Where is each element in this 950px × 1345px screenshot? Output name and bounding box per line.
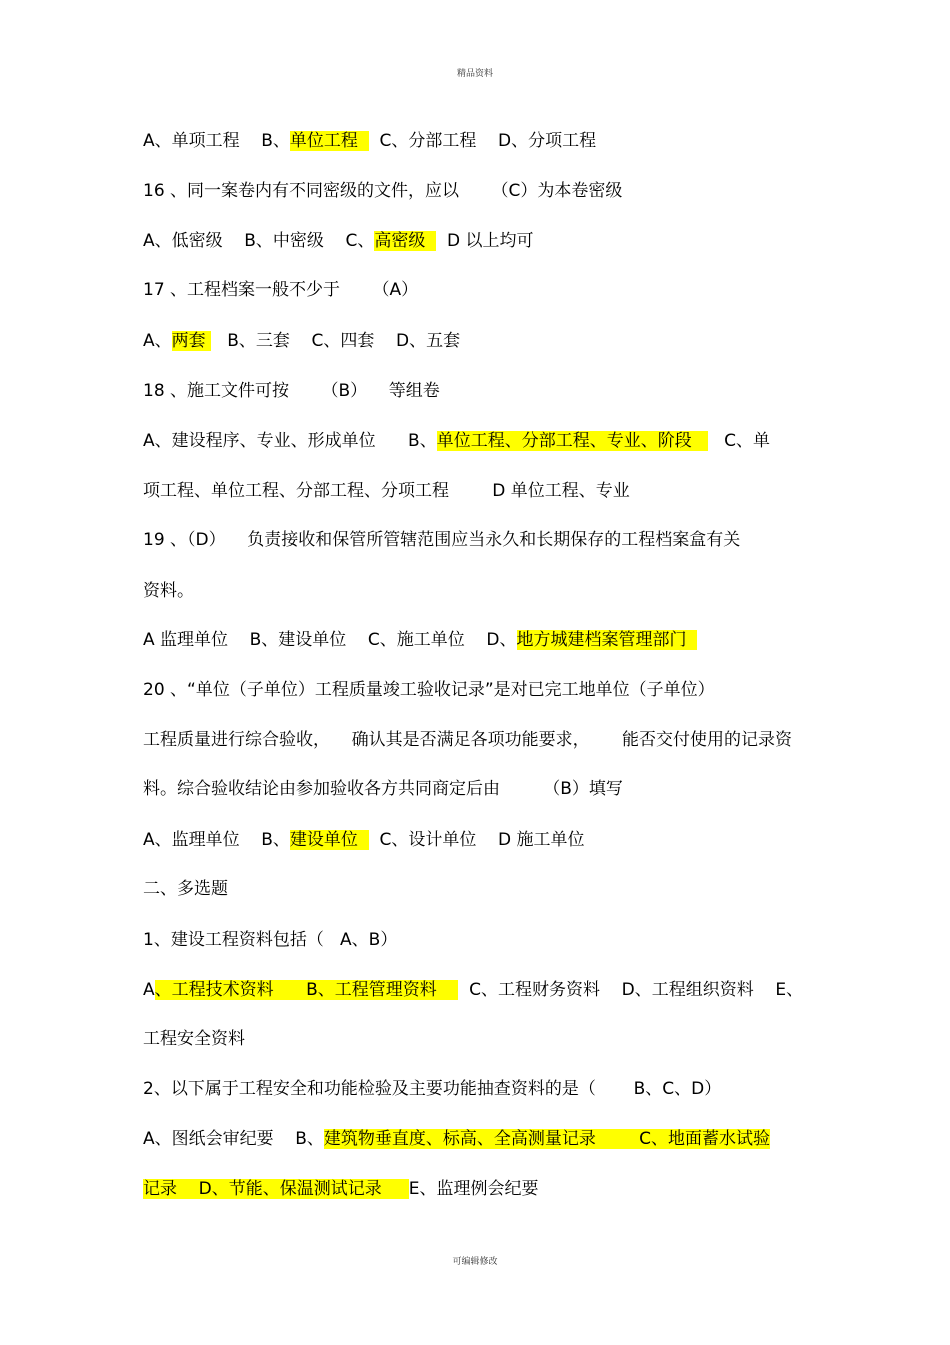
text-segment: C、设计单位 D 施工单位 (368, 830, 585, 850)
text-segment: C、工程财务资料 D、工程组织资料 E、 (458, 980, 804, 1000)
highlighted-answer: 地方城建档案管理部门 (516, 630, 698, 650)
page-header: 精品资料 (456, 69, 493, 79)
text-segment: 资料。 (143, 581, 194, 601)
text-segment: 工程安全资料 (143, 1029, 245, 1049)
text-segment: A 监理单位 B、建设单位 C、施工单位 D、 (143, 630, 517, 650)
text-line (143, 128, 823, 154)
text-line (143, 228, 823, 254)
text-segment: A、监理单位 B、 (143, 830, 290, 850)
text-line (143, 727, 823, 753)
text-segment: E、监理例会纪要 (408, 1179, 539, 1199)
highlighted-answer: 两套 (171, 331, 212, 351)
text-segment: 17 、工程档案一般不少于 （A） (143, 280, 419, 300)
text-segment: 20 、“单位（子单位）工程质量竣工验收记录”是对已完工地单位（子单位） (143, 680, 715, 700)
text-line (143, 1126, 823, 1152)
text-segment: 工程质量进行综合验收， 确认其是否满足各项功能要求， 能否交付使用的记录资 (143, 730, 793, 750)
text-line (143, 1076, 823, 1102)
text-line (143, 627, 823, 653)
text-line (143, 378, 823, 404)
text-line (143, 527, 823, 553)
text-segment: 19 、（D） 负责接收和保管所管辖范围应当永久和长期保存的工程档案盒有关 (143, 530, 741, 550)
text-line (143, 876, 823, 902)
text-line (143, 776, 823, 802)
text-segment: A、低密级 B、中密级 C、 (143, 231, 375, 251)
page-footer: 可编辑修改 (452, 1257, 498, 1267)
text-segment: 二、多选题 (143, 879, 228, 899)
text-line (143, 478, 823, 504)
text-segment: A、建设程序、专业、形成单位 B、 (143, 431, 437, 451)
text-segment: 18 、施工文件可按 （B） 等组卷 (143, 381, 440, 401)
text-segment: A (143, 980, 155, 1000)
text-segment: 项工程、单位工程、分部工程、分项工程 D 单位工程、专业 (143, 481, 630, 501)
highlighted-answer: 高密级 (374, 231, 437, 251)
text-segment: A、图纸会审纪要 B、 (143, 1129, 324, 1149)
text-segment: C、分部工程 D、分项工程 (368, 131, 597, 151)
text-segment: A、 (143, 331, 172, 351)
text-line (143, 927, 823, 953)
text-line (143, 977, 823, 1003)
text-line (143, 277, 823, 303)
text-line (143, 827, 823, 853)
text-segment: A、单项工程 B、 (143, 131, 290, 151)
text-line (143, 677, 823, 703)
text-segment: B、三套 C、四套 D、五套 (211, 331, 461, 351)
text-line (143, 1176, 823, 1202)
text-segment: 1、建设工程资料包括（ A、B） (143, 930, 398, 950)
highlighted-answer: 单位工程、分部工程、专业、阶段 (436, 431, 708, 451)
highlighted-answer: 建筑物垂直度、标高、全高测量记录 C、地面蓄水试验 (323, 1129, 771, 1149)
highlighted-answer: 建设单位 (289, 830, 369, 850)
text-segment: 2、以下属于工程安全和功能检验及主要功能抽查资料的是（ B、C、D） (143, 1079, 722, 1099)
highlighted-answer: 、工程技术资料 B、工程管理资料 (154, 980, 459, 1000)
text-line (143, 328, 823, 354)
text-line (143, 428, 823, 454)
text-segment: 16 、同一案卷内有不同密级的文件，应以 （C）为本卷密级 (143, 181, 623, 201)
highlighted-answer: 单位工程 (289, 131, 369, 151)
text-segment: D 以上均可 (436, 231, 534, 251)
text-line (143, 578, 823, 604)
text-line (143, 178, 823, 204)
text-segment: 料。综合验收结论由参加验收各方共同商定后由 （B）填写 (143, 779, 623, 799)
text-line (143, 1026, 823, 1052)
highlighted-answer: 记录 D、节能、保温测试记录 (143, 1179, 409, 1199)
text-segment: C、单 (707, 431, 771, 451)
